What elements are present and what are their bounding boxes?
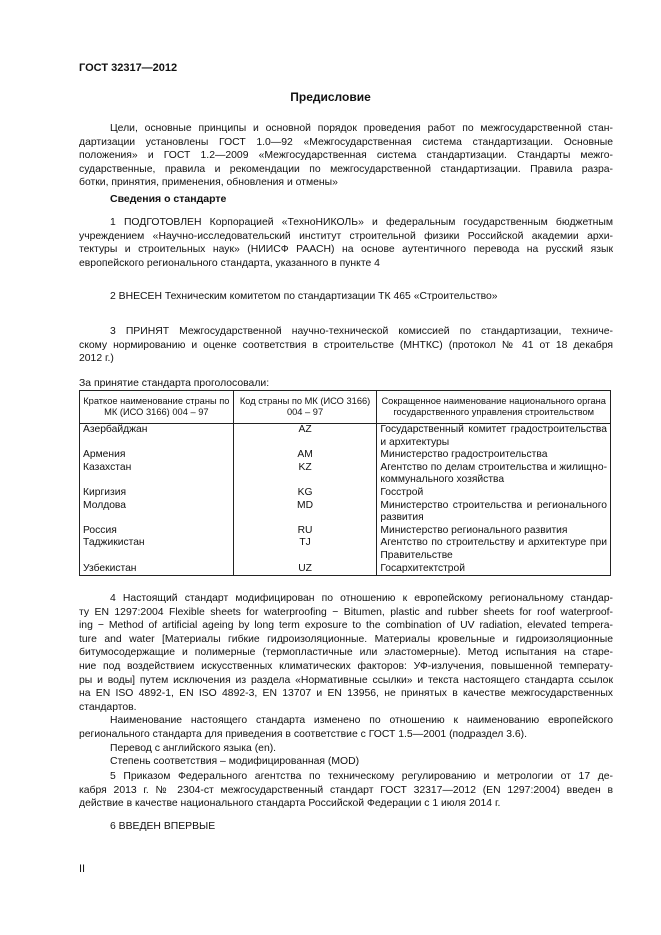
table-header-row <box>80 391 611 424</box>
item-1-paragraph <box>79 216 613 270</box>
text-line: 1 ПОДГОТОВЛЕН Корпорацией «ТехноНИКОЛЬ» и федеральным государственным бюджетным <box>110 217 613 228</box>
text-line: стандартов. <box>79 701 137 713</box>
text-line: дартизации установлены ГОСТ 1.0—92 «Межгосударственная система стандартизации. Основные <box>79 136 613 148</box>
text-line: битумосодержащие и полимерные (термопластичные или эластомерные). Метод испытания на старе- <box>79 647 613 659</box>
text-line: европейского регионального стандарта, указанного в пункте 4 <box>79 257 380 269</box>
document-id: ГОСТ 32317—2012 <box>79 62 178 74</box>
country-cell: Армения <box>80 449 234 462</box>
column-header: Сокращенное наименование национального органа государственного управления строительством <box>377 391 611 424</box>
agency-cell: Госархитектстрой <box>377 563 611 576</box>
agency-cell: Агентство по делам строительства и жилищно-коммунального хозяйства <box>377 462 611 487</box>
table-row <box>80 487 611 500</box>
text-line: положения» и ГОСТ 1.2—2009 «Межгосударственная система стандартизации. Стандарты межго- <box>79 150 613 162</box>
country-cell: Таджикистан <box>80 537 234 562</box>
agency-cell: Государственный комитет градостроительства и архитектуры <box>377 424 611 450</box>
agency-cell: Госстрой <box>377 487 611 500</box>
agency-cell: Агентство по строительству и архитектуре при Правительстве <box>377 537 611 562</box>
text-line: ботки, принятия, применения, обновления и отмены» <box>79 177 338 189</box>
table-row <box>80 500 611 525</box>
code-cell: UZ <box>233 563 377 576</box>
country-cell: Киргизия <box>80 487 234 500</box>
country-cell: Казахстан <box>80 462 234 487</box>
table-row <box>80 462 611 487</box>
code-cell: AZ <box>233 424 377 450</box>
text-line: ture and water [Материалы гибкие гидроизоляционные. Материалы кровельные и гидроизоляционные <box>79 633 613 645</box>
text-line: на EN ISO 4892-1, EN ISO 4892-3, EN 13707 и EN 13956, не принятых в качестве межгосударственных <box>79 688 613 700</box>
voting-table <box>79 390 611 576</box>
table-row <box>80 449 611 462</box>
table-row <box>80 525 611 538</box>
code-cell: MD <box>233 500 377 525</box>
item-6-paragraph <box>79 820 613 834</box>
text-line: ние под воздействием искусственных климатических факторов: УФ-излучения, повышенной температу- <box>79 660 613 672</box>
item-4-paragraph <box>79 592 613 769</box>
text-line: ры и воды] путем исключения из раздела «Нормативные ссылки» и текста настоящего стандарта ссылок <box>79 674 613 686</box>
text-line: Перевод с английского языка (en). <box>110 742 277 754</box>
text-line: Наименование настоящего стандарта изменено по отношению к наименованию европейского <box>110 715 613 727</box>
code-cell: TJ <box>233 537 377 562</box>
text-line: учреждением «Научно-исследовательский институт строительной физики Российской академии архи- <box>79 230 613 242</box>
country-cell: Россия <box>80 525 234 538</box>
table-row <box>80 563 611 576</box>
country-cell: Молдова <box>80 500 234 525</box>
item-3-paragraph <box>79 325 613 366</box>
text-line: ту EN 1297:2004 Flexible sheets for waterproofing − Bitumen, plastic and rubber sheets for roof waterproof- <box>79 606 613 618</box>
text-line: кабря 2013 г. № 2304-ст межгосударственный стандарт ГОСТ 32317—2012 (EN 1297:2004) введен в <box>79 784 613 796</box>
page-number: II <box>79 863 86 875</box>
country-cell: Азербайджан <box>80 424 234 450</box>
column-header: Краткое наименование страны по МК (ИСО 3166) 004 – 97 <box>80 391 234 424</box>
agency-cell: Министерство регионального развития <box>377 525 611 538</box>
item-5-paragraph <box>79 770 613 811</box>
column-header: Код страны по МК (ИСО 3166) 004 – 97 <box>233 391 377 424</box>
agency-cell: Министерство градостроительства <box>377 449 611 462</box>
code-cell: KG <box>233 487 377 500</box>
text-line: 6 ВВЕДЕН ВПЕРВЫЕ <box>110 821 216 832</box>
text-line: действие в качестве национального стандарта Российской Федерации с 1 июля 2014 г. <box>79 798 501 810</box>
text-line: регионального стандарта для приведения в соответствие с ГОСТ 1.5—2001 (подраздел 3.6). <box>79 728 528 740</box>
table-row <box>80 424 611 450</box>
text-line: Цели, основные принципы и основной порядок проведения работ по межгосударственной стан- <box>110 123 613 134</box>
code-cell: RU <box>233 525 377 538</box>
text-line: 3 ПРИНЯТ Межгосударственной научно-технической комиссией по стандартизации, техниче- <box>110 326 613 337</box>
intro-paragraph <box>79 122 613 190</box>
agency-cell: Министерство строительства и регионального развития <box>377 500 611 525</box>
code-cell: KZ <box>233 462 377 487</box>
section-subtitle: Сведения о стандарте <box>110 193 227 205</box>
text-line: ing − Method of artificial ageing by long term exposure to the combination of UV radiation, elevated tempera- <box>79 620 613 632</box>
text-line: 2012 г.) <box>79 353 114 365</box>
code-cell: AM <box>233 449 377 462</box>
text-line: 5 Приказом Федерального агентства по техническому регулированию и метрологии от 17 де- <box>110 771 613 782</box>
table-row <box>80 537 611 562</box>
page-title: Предисловие <box>290 90 371 104</box>
text-line: сударственные, правила и рекомендации по межгосударственной стандартизации. Правила разра- <box>79 163 613 175</box>
vote-caption: За принятие стандарта проголосовали: <box>79 378 270 389</box>
text-line: 4 Настоящий стандарт модифицирован по отношению к европейскому региональному стандар- <box>110 593 613 604</box>
country-cell: Узбекистан <box>80 563 234 576</box>
text-line: скому нормированию и оценке соответствия в строительстве (МНТКС) (протокол № 41 от 18 декабря <box>79 339 613 351</box>
item-2-paragraph <box>79 290 613 304</box>
text-line: 2 ВНЕСЕН Техническим комитетом по стандартизации ТК 465 «Строительство» <box>110 291 498 302</box>
text-line: Степень соответствия – модифицированная (MOD) <box>110 756 360 768</box>
text-line: тектуры и строительных наук» (НИИСФ РААСН) на основе аутентичного перевода на русский язык <box>79 244 613 256</box>
